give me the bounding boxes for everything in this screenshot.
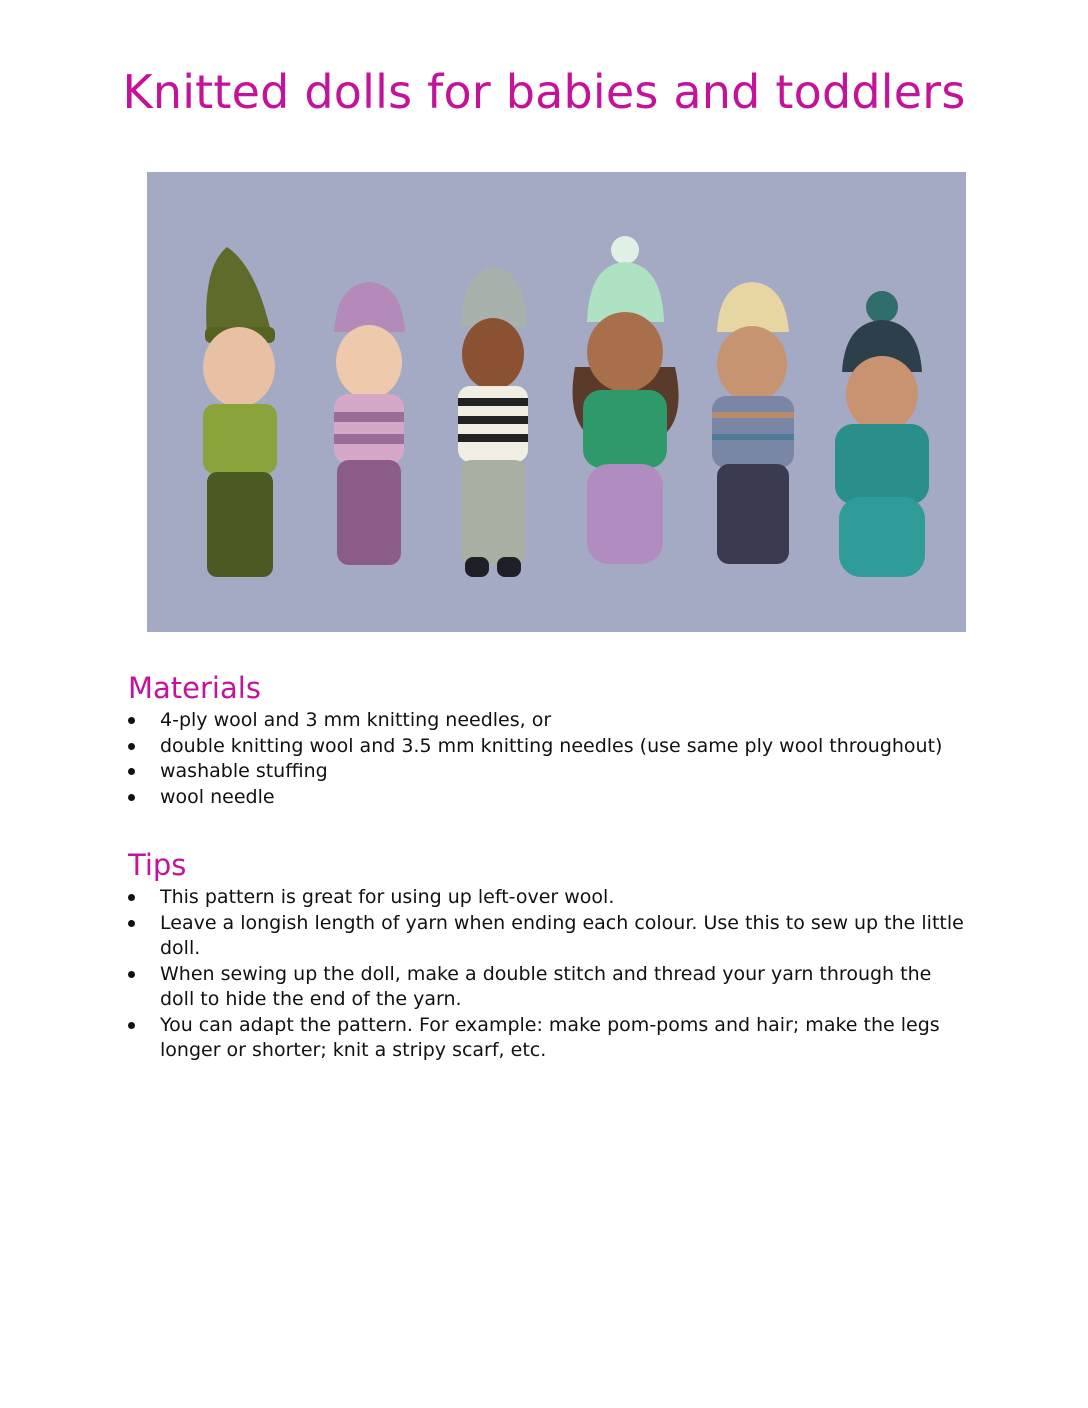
list-item: wool needle [128, 785, 968, 811]
tips-list [128, 885, 968, 1064]
page-title: Knitted dolls for babies and toddlers [122, 65, 966, 119]
doll-striped [458, 267, 528, 577]
bullet-icon [128, 768, 135, 775]
tips-heading: Tips [128, 848, 187, 882]
bullet-icon [128, 920, 135, 927]
list-item: Leave a longish length of yarn when ending each colour. Use this to sew up the little doll. [128, 911, 968, 962]
list-item: washable stuffing [128, 759, 968, 785]
list-item: You can adapt the pattern. For example: make pom-poms and hair; make the legs longer or shorter; knit a stripy scarf, etc. [128, 1013, 968, 1064]
doll-multicolour [712, 282, 794, 564]
list-item: When sewing up the doll, make a double stitch and thread your yarn through the doll to hide the end of the yarn. [128, 962, 968, 1013]
list-item: 4-ply wool and 3 mm knitting needles, or [128, 708, 968, 734]
bullet-icon [128, 794, 135, 801]
bullet-icon [128, 1022, 135, 1029]
doll-lilac [334, 282, 405, 565]
bullet-icon [128, 894, 135, 901]
bullet-icon [128, 743, 135, 750]
materials-heading: Materials [128, 671, 261, 705]
knitted-dolls-photo [147, 172, 966, 632]
list-item: double knitting wool and 3.5 mm knitting needles (use same ply wool throughout) [128, 734, 968, 760]
list-item: This pattern is great for using up left-over wool. [128, 885, 968, 911]
materials-list [128, 708, 968, 810]
bullet-icon [128, 717, 135, 724]
bullet-icon [128, 971, 135, 978]
